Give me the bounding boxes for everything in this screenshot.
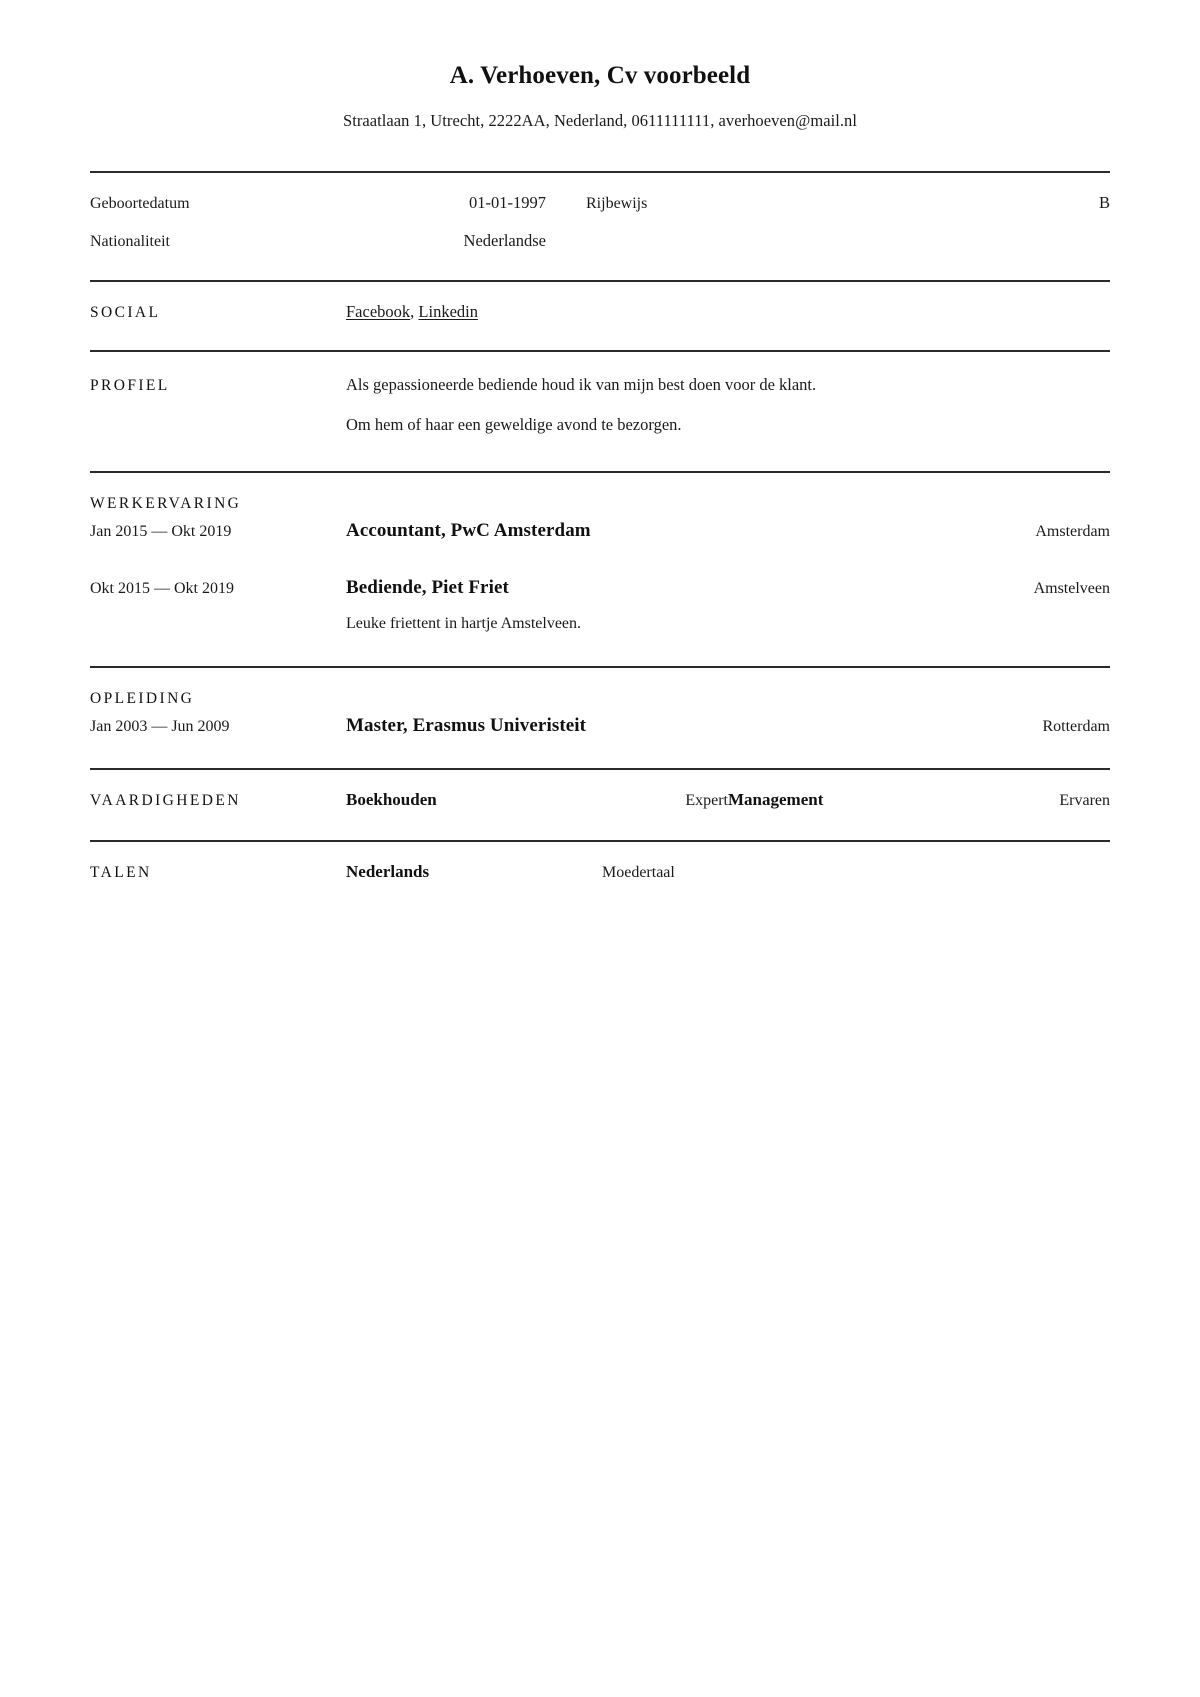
cv-header — [90, 0, 1110, 131]
page-title: A. Verhoeven, Cv voorbeeld — [449, 62, 751, 89]
entry-period: Jan 2003 — Jun 2009 — [90, 717, 230, 735]
entry-title: Master, Erasmus Univeristeit — [346, 714, 587, 736]
entry-location: Amstelveen — [1033, 579, 1110, 597]
vaardigheden-heading: VAARDIGHEDEN — [90, 791, 241, 809]
language-level: Moedertaal — [602, 863, 675, 881]
profiel-line: Als gepassioneerde bediende houd ik van mijn best doen voor de klant. — [346, 375, 817, 394]
skill-item — [346, 790, 728, 810]
social-link-facebook[interactable]: Facebook — [346, 302, 411, 321]
opleiding-heading: OPLEIDING — [90, 689, 195, 707]
skill-level: Ervaren — [1059, 791, 1110, 809]
werkervaring-section — [90, 473, 1110, 633]
entry-spacer — [90, 542, 1110, 577]
social-links — [346, 302, 1110, 322]
entry-location: Amsterdam — [1035, 522, 1110, 540]
skill-name: Management — [728, 789, 824, 809]
license-value: B — [1098, 193, 1110, 212]
entry-title: Bediende, Piet Friet — [346, 576, 509, 598]
social-row — [90, 302, 1110, 322]
opleiding-section — [90, 668, 1110, 737]
experience-entry — [90, 520, 1110, 542]
social-separator: , — [410, 302, 419, 321]
language-name: Nederlands — [346, 861, 430, 881]
profiel-body — [346, 374, 1110, 437]
nationality-label: Nationaliteit — [90, 233, 170, 250]
werkervaring-heading-row — [90, 473, 1110, 513]
social-heading: SOCIAL — [90, 304, 161, 321]
entry-body — [346, 520, 1017, 542]
talen-section — [90, 842, 1110, 882]
werkervaring-heading: WERKERVARING — [90, 494, 242, 512]
license-label: Rijbewijs — [586, 195, 648, 212]
vaardigheden-section — [90, 770, 1110, 810]
birthdate-label: Geboortedatum — [90, 195, 190, 212]
personalia-row-nationality — [90, 231, 1110, 251]
profiel-section — [90, 352, 1110, 437]
talen-heading: TALEN — [90, 863, 152, 881]
social-link-linkedin[interactable]: Linkedin — [418, 302, 478, 321]
profiel-row — [90, 374, 1110, 437]
personalia-row-birthdate — [90, 193, 1110, 213]
nationality-value: Nederlandse — [463, 231, 546, 250]
experience-entry — [90, 577, 1110, 633]
skill-level: Expert — [685, 791, 728, 809]
social-section — [90, 282, 1110, 322]
birthdate-value: 01-01-1997 — [469, 193, 546, 212]
vaardigheden-row — [90, 790, 1110, 810]
entry-location: Rotterdam — [1042, 717, 1110, 735]
entry-body — [346, 577, 1016, 633]
entry-description: Leuke friettent in hartje Amstelveen. — [346, 614, 582, 632]
skill-item — [728, 790, 1110, 810]
profiel-line: Om hem of haar een geweldige avond te bezorgen. — [346, 415, 682, 435]
profiel-heading: PROFIEL — [90, 377, 170, 394]
werkervaring-entries — [90, 513, 1110, 633]
entry-period: Jan 2015 — Okt 2019 — [90, 522, 232, 540]
entry-period: Okt 2015 — Okt 2019 — [90, 579, 234, 597]
skill-name: Boekhouden — [346, 789, 437, 809]
entry-title: Accountant, PwC Amsterdam — [346, 519, 591, 541]
personalia-section — [90, 173, 1110, 251]
education-entry — [90, 715, 1110, 737]
opleiding-entries — [90, 708, 1110, 737]
contact-line: Straatlaan 1, Utrecht, 2222AA, Nederland, 0611111111, averhoeven@mail.nl — [343, 111, 857, 130]
opleiding-heading-row — [90, 668, 1110, 708]
talen-row — [90, 862, 1110, 882]
entry-body — [346, 715, 1024, 737]
skills-list — [346, 790, 1110, 810]
languages-list — [346, 862, 1110, 882]
